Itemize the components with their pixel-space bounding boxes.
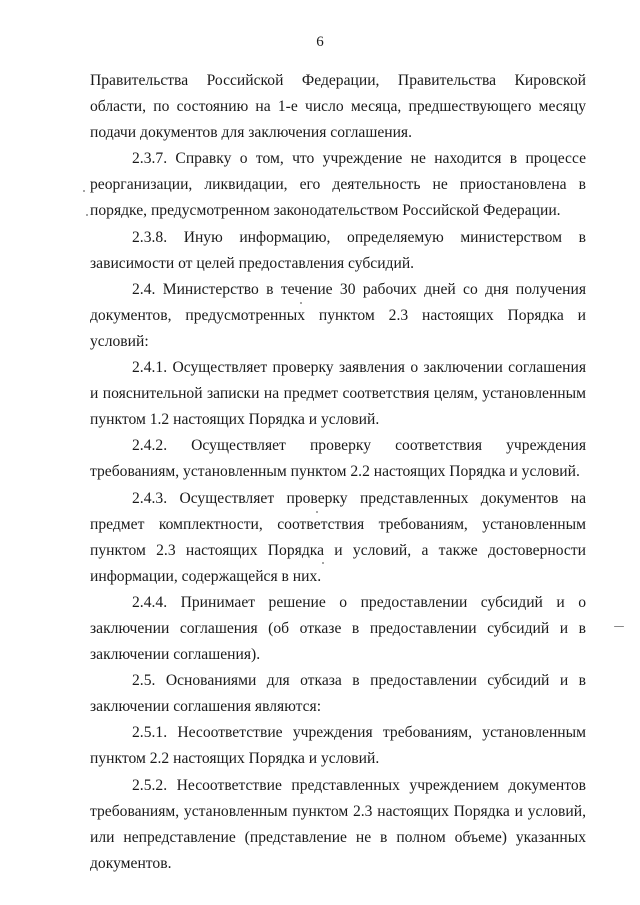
paragraph-2-4-3: 2.4.3. Осуществляет проверку представленных документов на предмет комплектности, соответствия требованиям, установленным пунктом 2.3 настоящих Порядка и условий, а также достоверности информации, содержащейся в них. xyxy=(90,489,586,585)
document-body xyxy=(90,68,586,877)
paragraph-2-5: 2.5. Основаниями для отказа в предоставлении субсидий и в заключении соглашения являются: xyxy=(90,672,586,716)
paragraph-2-4-4: 2.4.4. Принимает решение о предоставлении субсидий и о заключении соглашения (об отказе в предоставлении субсидий и в заключении соглашения). xyxy=(90,593,586,664)
paragraph-2-3-7: 2.3.7. Справку о том, что учреждение не находится в процессе реорганизации, ликвидации, его деятельность не приостановлена в порядке, предусмотренном законодательством Российской Федерации. xyxy=(90,150,586,220)
scan-speck xyxy=(86,214,88,216)
paragraph-2-3-8: 2.3.8. Иную информацию, определяемую министерством в зависимости от целей предоставления субсидий. xyxy=(90,228,586,272)
paragraph-2-4: 2.4. Министерство в течение 30 рабочих дней со дня получения документов, предусмотренных пунктом 2.3 настоящих Порядка и условий: xyxy=(90,280,586,350)
scan-speck xyxy=(83,190,85,192)
paragraph-2-5-2: 2.5.2. Несоответствие представленных учреждением документов требованиям, установленным пунктом 2.3 настоящих Порядка и условий, или непредставление (представление не в полном объеме) указанных документов. xyxy=(90,776,586,872)
paragraph-2-4-2: 2.4.2. Осуществляет проверку соответствия учреждения требованиям, установленным пунктом 2.2 настоящих Порядка и условий. xyxy=(90,437,586,481)
page-number: 6 xyxy=(316,34,324,50)
scan-speck xyxy=(316,511,318,513)
paragraph-2-5-1: 2.5.1. Несоответствие учреждения требованиям, установленным пунктом 2.2 настоящих Порядка и условий. xyxy=(90,724,586,768)
paragraph-continuation: Правительства Российской Федерации, Правительства Кировской области, по состоянию на 1-е число месяца, предшествующего месяцу подачи документов для заключения соглашения. xyxy=(90,72,586,142)
scan-speck xyxy=(300,302,302,304)
scan-speck xyxy=(322,562,324,564)
paragraph-2-4-1: 2.4.1. Осуществляет проверку заявления о заключении соглашения и пояснительной записки на предмет соответствия целям, установленным пунктом 1.2 настоящих Порядка и условий. xyxy=(90,359,586,429)
scan-speck xyxy=(614,626,624,627)
